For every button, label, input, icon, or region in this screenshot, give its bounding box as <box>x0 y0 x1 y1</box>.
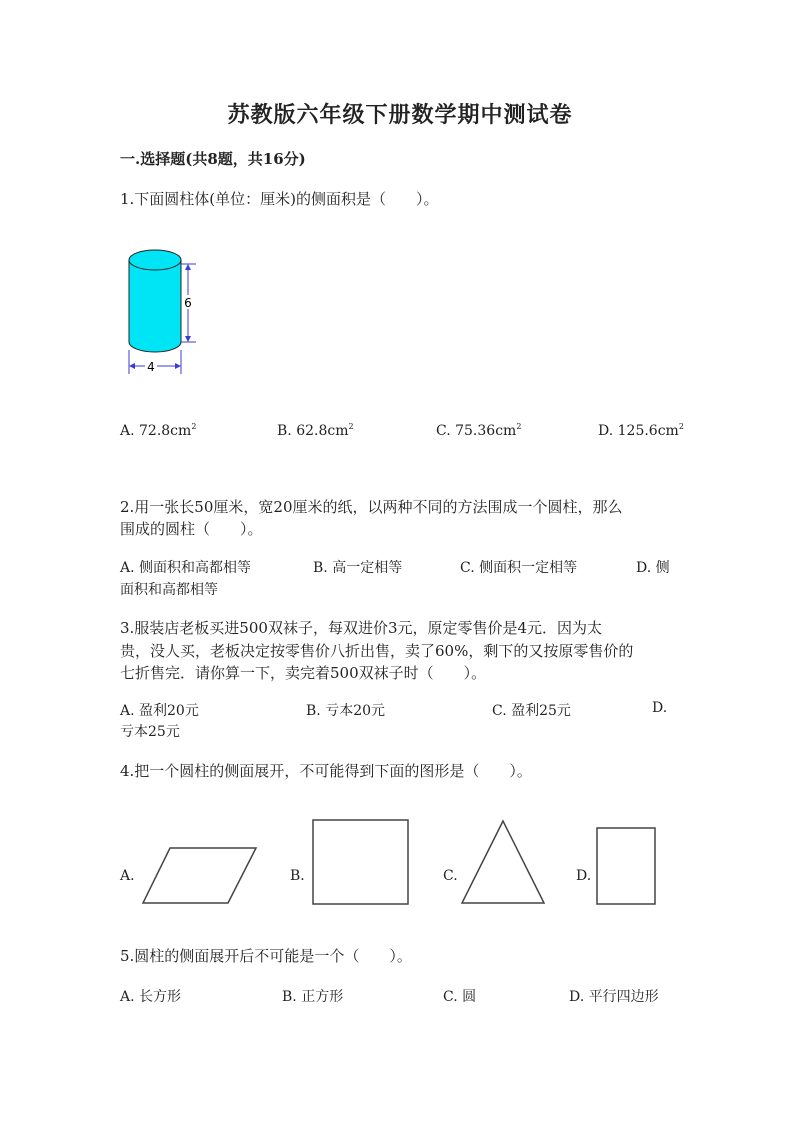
square-shape <box>310 817 412 907</box>
question-4-text: 4.把一个圆柱的侧面展开，不可能得到下面的图形是（ ）。 <box>120 762 532 780</box>
q1-option-b: B. $62.8cm^2$ <box>277 422 354 439</box>
cylinder-top <box>129 250 181 270</box>
diameter-arrow-right <box>175 363 181 369</box>
question-3-line-1: 3.服装店老板买进500双袜子，每双进价3元，原定零售价是4元．因为太 <box>120 619 603 637</box>
rectangle-outline <box>597 828 655 904</box>
q4-label-a: A. <box>120 868 135 884</box>
q2-option-a: A. 侧面积和高都相等 <box>120 560 252 576</box>
q4-label-c: C. <box>443 868 458 884</box>
parallelogram-shape <box>140 843 260 907</box>
height-label: 6 <box>184 296 192 310</box>
q1-option-d: D. $125.6cm^2$ <box>598 422 684 439</box>
q5-option-a: A. 长方形 <box>120 989 182 1005</box>
q3-option-d: D. <box>652 700 668 716</box>
triangle-outline <box>462 821 544 903</box>
square-outline <box>313 820 408 904</box>
q3-option-d-continued: 亏本25元 <box>120 724 180 740</box>
q5-option-d: D. 平行四边形 <box>569 989 659 1005</box>
question-1-text: 1.下面圆柱体(单位：厘米)的侧面积是（ ）。 <box>120 190 439 208</box>
height-arrow-up <box>185 264 191 270</box>
q1-option-c: C. $75.36cm^2$ <box>436 422 522 439</box>
parallelogram-outline <box>143 848 256 903</box>
q3-option-b: B. 亏本20元 <box>306 703 386 719</box>
cylinder-figure <box>120 238 210 378</box>
q3-option-a: A. 盈利20元 <box>120 703 199 719</box>
question-2-line-2: 围成的圆柱（ ）。 <box>120 520 263 538</box>
question-5-text: 5.圆柱的侧面展开后不可能是一个（ ）。 <box>120 947 412 965</box>
rectangle-shape <box>594 825 658 907</box>
cylinder-body <box>129 260 181 352</box>
q4-label-b: B. <box>290 868 305 884</box>
height-arrow-down <box>185 336 191 342</box>
diameter-label: 4 <box>147 360 155 374</box>
q2-option-d-continued: 面积和高都相等 <box>120 582 218 598</box>
question-3-line-2: 贵，没人买，老板决定按零售价八折出售，卖了60%，剩下的又按原零售价的 <box>120 642 634 660</box>
q2-option-d: D. 侧 <box>636 560 670 576</box>
diameter-arrow-left <box>129 363 135 369</box>
page-title: 苏教版六年级下册数学期中测试卷 <box>227 102 573 128</box>
q2-option-b: B. 高一定相等 <box>313 560 403 576</box>
q2-option-c: C. 侧面积一定相等 <box>460 560 578 576</box>
q1-option-a: A. $72.8cm^2$ <box>120 422 197 439</box>
q5-option-b: B. 正方形 <box>282 989 344 1005</box>
q5-option-c: C. 圆 <box>443 989 477 1005</box>
q4-label-d: D. <box>576 868 592 884</box>
question-3-line-3: 七折售完．请你算一下，卖完着500双袜子时（ ）。 <box>120 664 487 682</box>
question-2-line-1: 2.用一张长50厘米，宽20厘米的纸，以两种不同的方法围成一个圆柱，那么 <box>120 498 623 516</box>
triangle-shape <box>458 817 548 907</box>
section-heading: 一.选择题(共8题，共16分) <box>120 150 306 168</box>
q3-option-c: C. 盈利25元 <box>492 703 571 719</box>
